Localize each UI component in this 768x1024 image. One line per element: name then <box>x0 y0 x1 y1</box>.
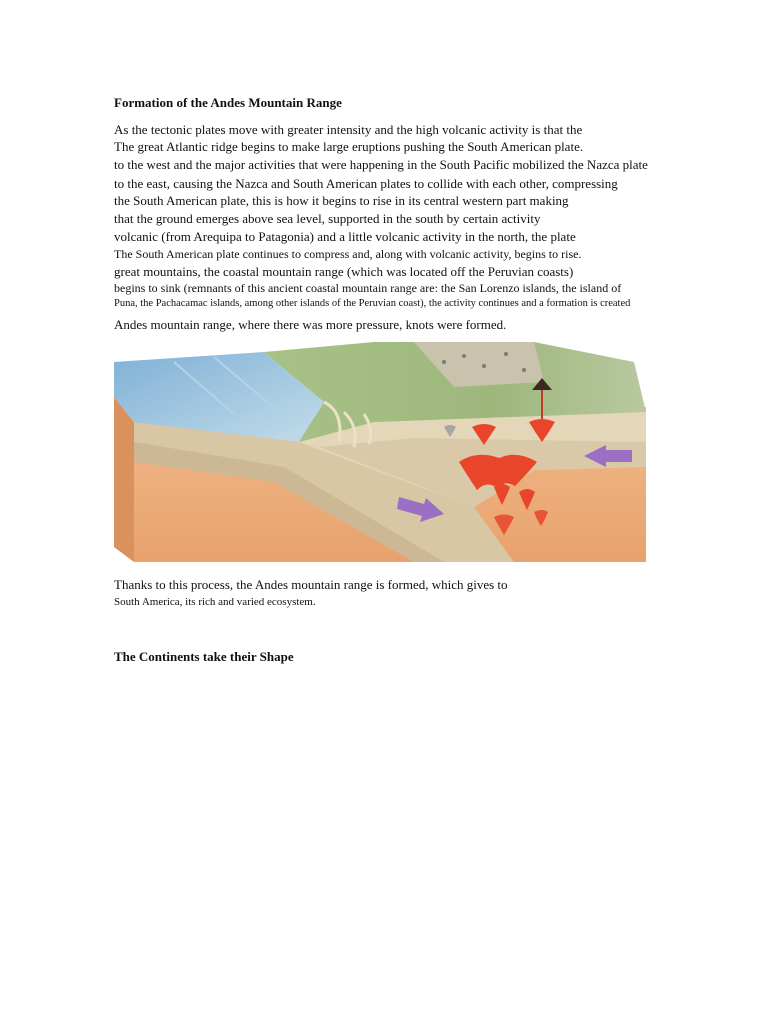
paragraph-line: to the east, causing the Nazca and South American plates to collide with each other, compressing <box>114 176 618 191</box>
paragraph-line: the South American plate, this is how it begins to rise in its central western part making <box>114 193 569 208</box>
block-left-face <box>114 397 134 562</box>
paragraph-line: Andes mountain range, where there was more pressure, knots were formed. <box>114 317 507 332</box>
paragraph-line: great mountains, the coastal mountain range (which was located off the Peruvian coasts) <box>114 264 574 279</box>
paragraph-line: The South American plate continues to compress and, along with volcanic activity, begins to rise. <box>114 247 582 261</box>
paragraph-line: to the west and the major activities that were happening in the South Pacific mobilized the Nazca plate <box>114 157 648 172</box>
subduction-diagram <box>114 342 646 562</box>
caption-line: South America, its rich and varied ecosystem. <box>114 596 316 608</box>
section-title: Formation of the Andes Mountain Range <box>114 95 342 110</box>
caption-line: Thanks to this process, the Andes mountain range is formed, which gives to <box>114 577 508 592</box>
paragraph-line: As the tectonic plates move with greater intensity and the high volcanic activity is that the <box>114 122 583 137</box>
section-title: The Continents take their Shape <box>114 649 294 664</box>
paragraph-line: Puna, the Pachacamac islands, among other islands of the Peruvian coast), the activity continues and a formation is created <box>114 298 631 309</box>
paragraph-line: volcanic (from Arequipa to Patagonia) and a little volcanic activity in the north, the plate <box>114 229 576 244</box>
paragraph-line: that the ground emerges above sea level, supported in the south by certain activity <box>114 211 541 226</box>
paragraph-line: begins to sink (remnants of this ancient coastal mountain range are: the San Lorenzo islands, the island of <box>114 281 622 295</box>
paragraph-line: The great Atlantic ridge begins to make large eruptions pushing the South American plate. <box>114 139 584 154</box>
